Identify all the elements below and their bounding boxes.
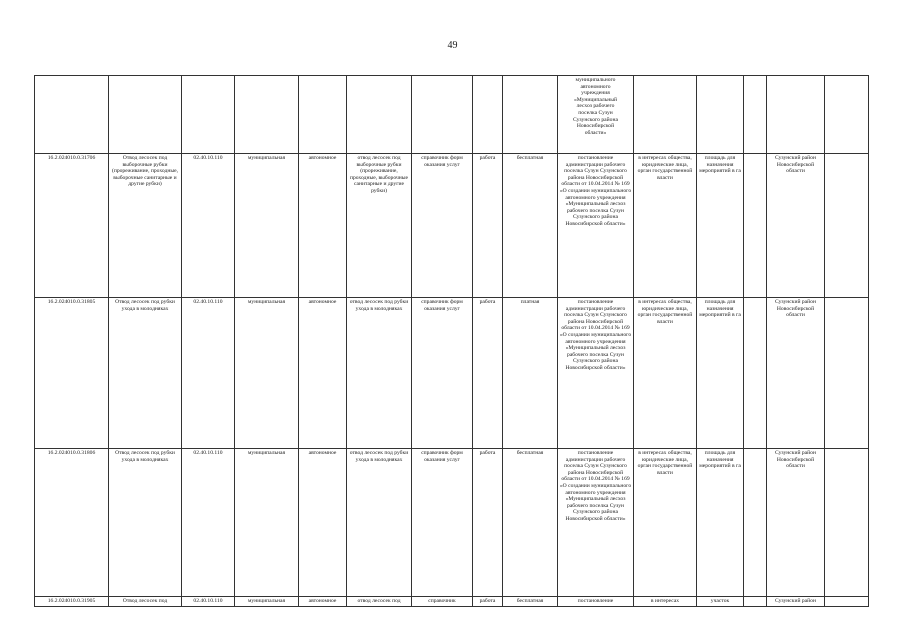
cell-institution-level: муниципальная bbox=[235, 298, 299, 449]
cell-institution-type bbox=[299, 76, 347, 154]
services-registry-table bbox=[34, 75, 869, 607]
cell-consumers: в интересах общества, юридические лица, орган государственной власти bbox=[634, 449, 697, 597]
table-row bbox=[35, 298, 869, 449]
cell-institution-level: муниципальная bbox=[235, 597, 299, 607]
cell-founding-doc: постановление администрации рабочего поселка Сузун Сузунского района Новосибирской области от 10.04.2014 № 169 «О создании муниципального автономного учреждения «Муниципальный лесхоз рабочего поселка Сузун Сузунского района Новосибирской области» bbox=[558, 154, 634, 298]
cell-kind: работа bbox=[473, 154, 503, 298]
cell-consumers bbox=[634, 76, 697, 154]
cell-code: 16.2.024010.0.31806 bbox=[35, 449, 109, 597]
cell-okved: 02.40.10.110 bbox=[182, 449, 235, 597]
cell-territory: Сузунский район bbox=[767, 597, 825, 607]
cell-blank bbox=[744, 298, 767, 449]
table-row bbox=[35, 76, 869, 154]
cell-institution-type: автономное bbox=[299, 154, 347, 298]
page-number: 49 bbox=[447, 40, 458, 51]
cell-payment: бесплатная bbox=[503, 154, 558, 298]
cell-blank bbox=[744, 597, 767, 607]
cell-payment bbox=[503, 76, 558, 154]
cell-territory: Сузунский район Новосибирской области bbox=[767, 154, 825, 298]
cell-indicator: площадь для назначения мероприятий в га bbox=[697, 154, 744, 298]
cell-institution-type: автономное bbox=[299, 298, 347, 449]
cell-trailing-empty bbox=[825, 154, 869, 298]
cell-payment: платная bbox=[503, 298, 558, 449]
cell-kind bbox=[473, 76, 503, 154]
cell-okved: 02.40.10.110 bbox=[182, 298, 235, 449]
cell-name: Отвод лесосек под выборочные рубки (прореживание, проходные, выборочные санитарные и другие рубки) bbox=[109, 154, 182, 298]
cell-service-content: отвод лесосек под bbox=[347, 597, 412, 607]
table-row bbox=[35, 154, 869, 298]
cell-code bbox=[35, 76, 109, 154]
cell-consumers: в интересах bbox=[634, 597, 697, 607]
cell-code: 16.2.024010.0.31905 bbox=[35, 597, 109, 607]
cell-indicator: участок bbox=[697, 597, 744, 607]
cell-founding-doc: постановление администрации рабочего поселка Сузун Сузунского района Новосибирской области от 10.04.2014 № 169 «О создании муниципального автономного учреждения «Муниципальный лесхоз рабочего поселка Сузун Сузунского района Новосибирской области» bbox=[558, 298, 634, 449]
cell-institution-level: муниципальная bbox=[235, 154, 299, 298]
cell-code: 16.2.024010.0.31805 bbox=[35, 298, 109, 449]
cell-service-content: отвод лесосек под рубки ухода в молодняках bbox=[347, 298, 412, 449]
cell-reference: справочник bbox=[412, 597, 473, 607]
cell-kind: работа bbox=[473, 449, 503, 597]
cell-institution-level: муниципальная bbox=[235, 449, 299, 597]
cell-institution-level bbox=[235, 76, 299, 154]
cell-trailing-empty bbox=[825, 449, 869, 597]
cell-kind: работа bbox=[473, 597, 503, 607]
cell-blank bbox=[744, 76, 767, 154]
cell-territory: Сузунский район Новосибирской области bbox=[767, 298, 825, 449]
cell-name bbox=[109, 76, 182, 154]
cell-founding-doc: постановление bbox=[558, 597, 634, 607]
cell-blank bbox=[744, 449, 767, 597]
cell-founding-doc: муниципального автономного учреждения «Муниципальный лесхоз рабочего поселка Сузун Сузунского района Новосибирской области» bbox=[558, 76, 634, 154]
cell-founding-doc: постановление администрации рабочего поселка Сузун Сузунского района Новосибирской области от 10.04.2014 № 169 «О создании муниципального автономного учреждения «Муниципальный лесхоз рабочего поселка Сузун Сузунского района Новосибирской области» bbox=[558, 449, 634, 597]
cell-payment: бесплатная bbox=[503, 597, 558, 607]
cell-service-content: отвод лесосек под рубки ухода в молодняках bbox=[347, 449, 412, 597]
cell-service-content: отвод лесосек под выборочные рубки (прореживание, проходные, выборочные санитарные и другие рубки) bbox=[347, 154, 412, 298]
cell-reference: справочник форм оказания услуг bbox=[412, 449, 473, 597]
cell-institution-type: автономное bbox=[299, 597, 347, 607]
cell-payment: бесплатная bbox=[503, 449, 558, 597]
cell-name: Отвод лесосек под рубки ухода в молодняках bbox=[109, 298, 182, 449]
cell-trailing-empty bbox=[825, 597, 869, 607]
cell-reference: справочник форм оказания услуг bbox=[412, 298, 473, 449]
cell-reference bbox=[412, 76, 473, 154]
cell-blank bbox=[744, 154, 767, 298]
cell-name: Отвод лесосек под рубки ухода в молодняках bbox=[109, 449, 182, 597]
cell-indicator bbox=[697, 76, 744, 154]
table-row bbox=[35, 449, 869, 597]
cell-kind: работа bbox=[473, 298, 503, 449]
cell-trailing-empty bbox=[825, 76, 869, 154]
cell-territory bbox=[767, 76, 825, 154]
cell-okved bbox=[182, 76, 235, 154]
cell-reference: справочник форм оказания услуг bbox=[412, 154, 473, 298]
cell-indicator: площадь для назначения мероприятий в га bbox=[697, 298, 744, 449]
table-row bbox=[35, 597, 869, 607]
cell-consumers: в интересах общества, юридические лица, орган государственной власти bbox=[634, 298, 697, 449]
cell-territory: Сузунский район Новосибирской области bbox=[767, 449, 825, 597]
cell-okved: 02.40.10.110 bbox=[182, 597, 235, 607]
cell-consumers: в интересах общества, юридические лица, орган государственной власти bbox=[634, 154, 697, 298]
cell-code: 16.2.024010.0.31706 bbox=[35, 154, 109, 298]
cell-institution-type: автономное bbox=[299, 449, 347, 597]
cell-name: Отвод лесосек под bbox=[109, 597, 182, 607]
cell-indicator: площадь для назначения мероприятий в га bbox=[697, 449, 744, 597]
cell-service-content bbox=[347, 76, 412, 154]
cell-okved: 02.40.10.110 bbox=[182, 154, 235, 298]
cell-trailing-empty bbox=[825, 298, 869, 449]
